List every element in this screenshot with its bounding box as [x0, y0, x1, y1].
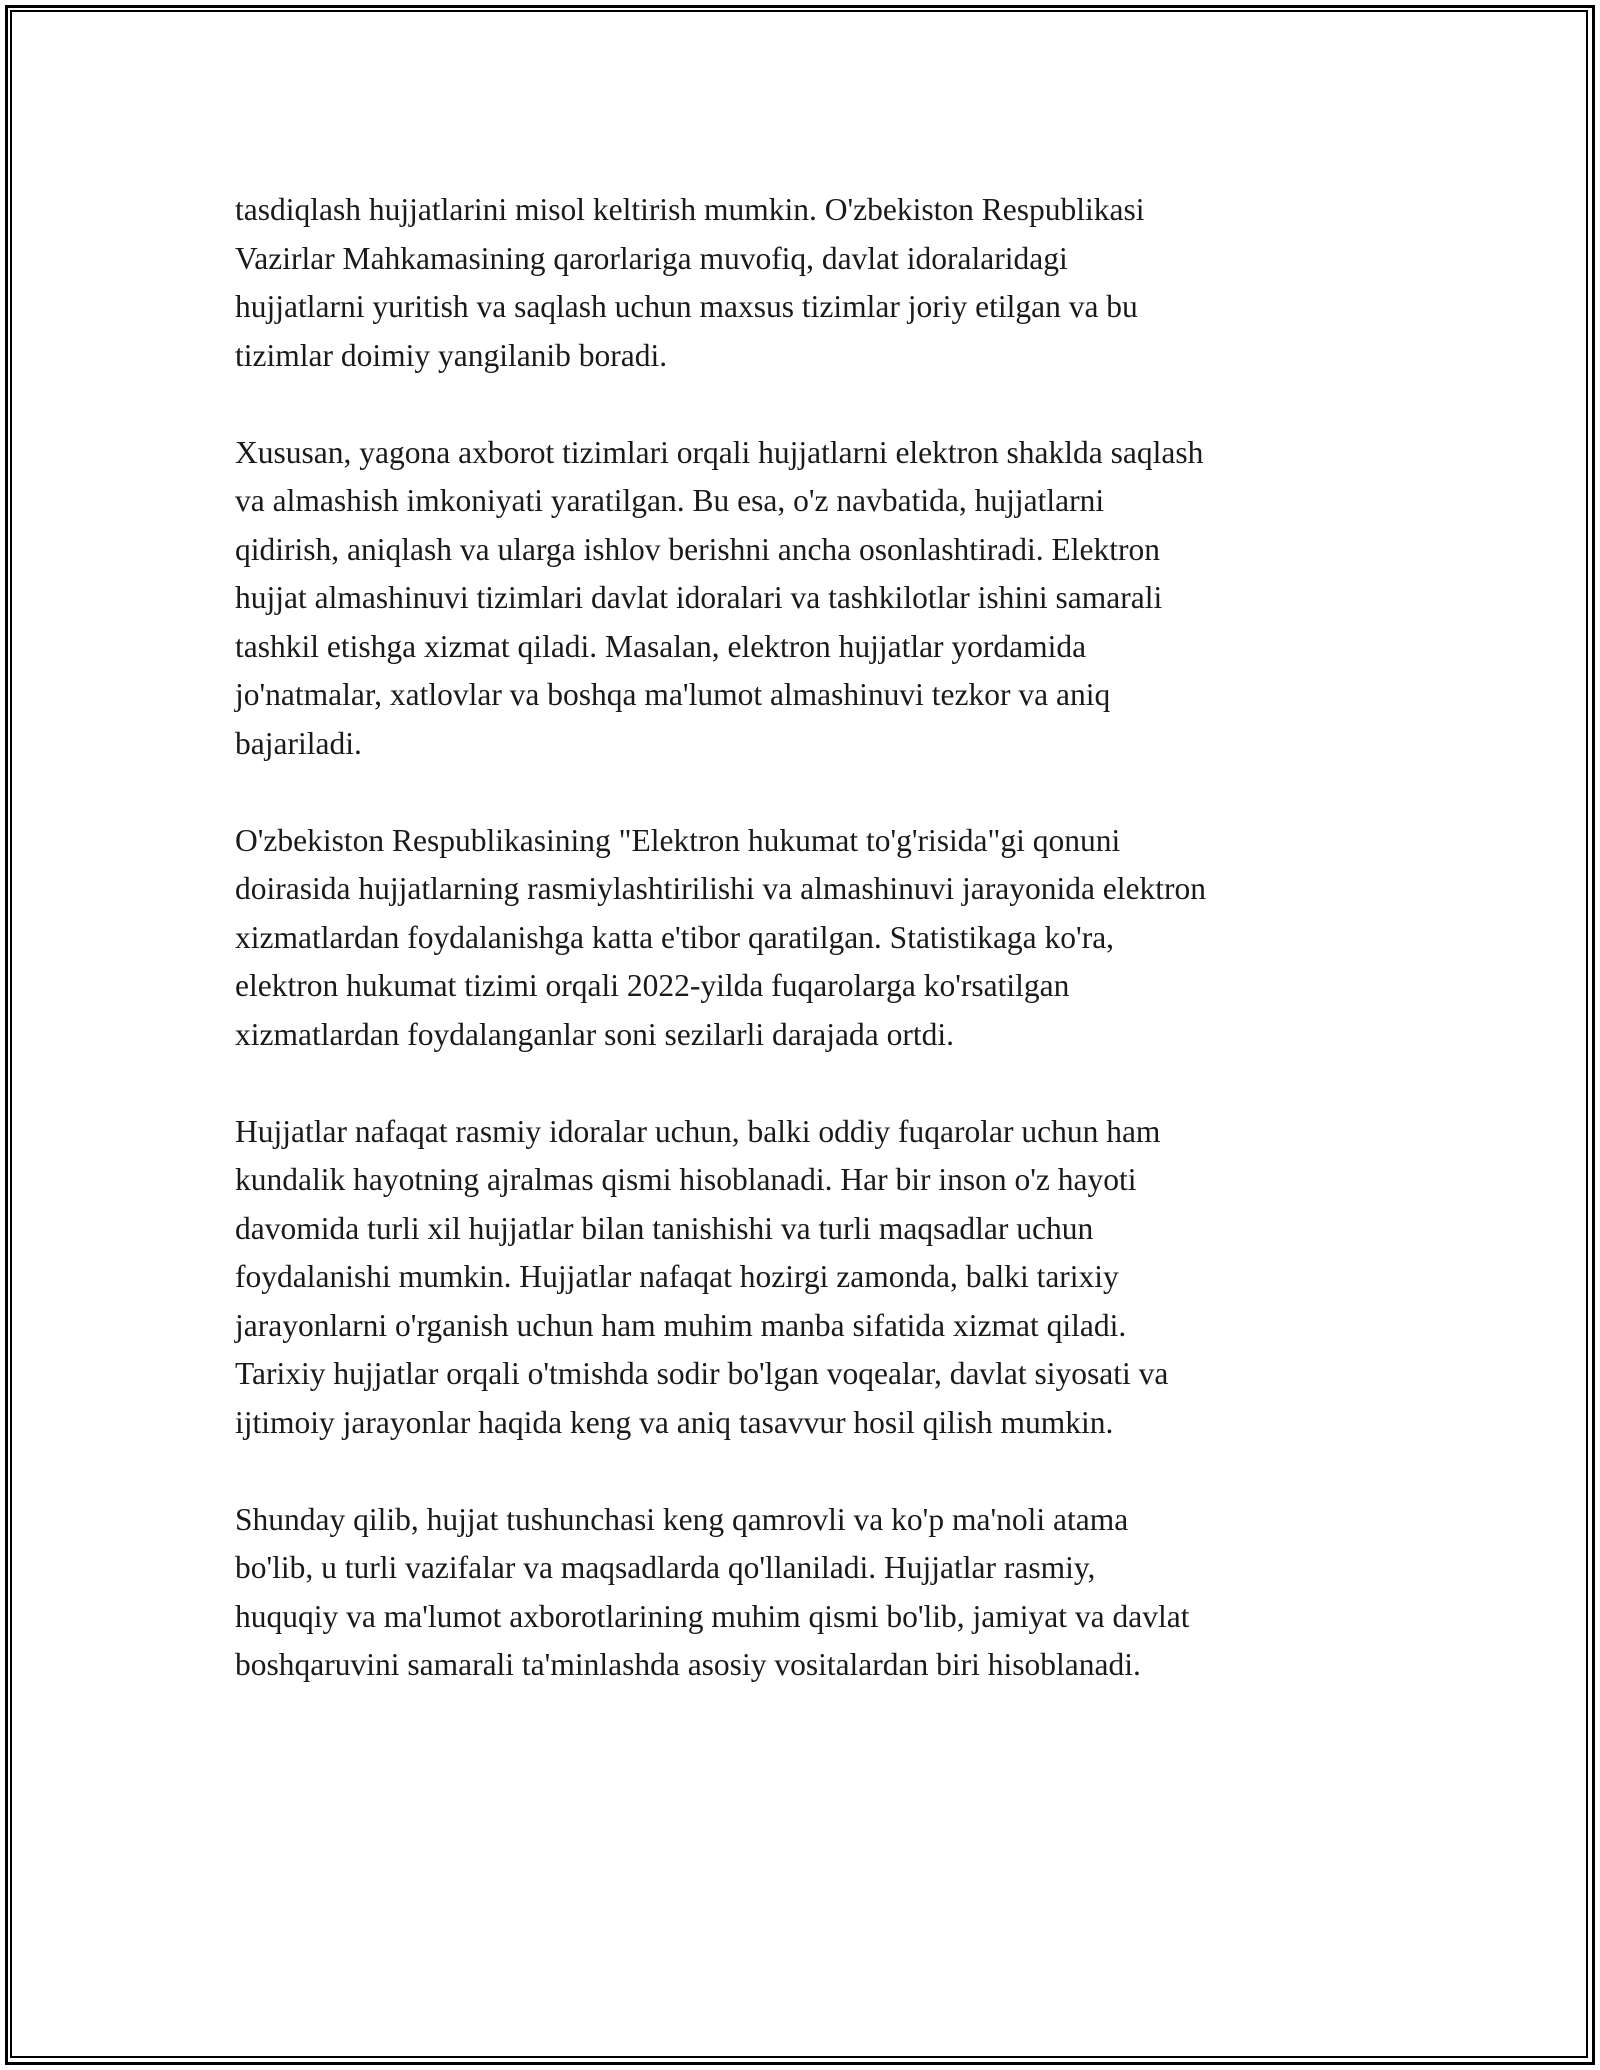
- paragraph-1: tasdiqlash hujjatlarini misol keltirish mumkin. O'zbekiston Respublikasi Vazirlar Mahkamasining qarorlariga muvofiq, davlat idoralaridagi hujjatlarni yuritish va saqlash uchun maxsus tizimlar joriy etilgan va bu tizimlar doimiy yangilanib boradi.: [235, 192, 1145, 373]
- document-body: [235, 186, 1375, 1690]
- paragraph-5: Shunday qilib, hujjat tushunchasi keng qamrovli va ko'p ma'noli atama bo'lib, u turli vazifalar va maqsadlarda qo'llaniladi. Hujjatlar rasmiy, huquqiy va ma'lumot axborotlarining muhim qismi bo'lib, jamiyat va davlat boshqaruvini samarali ta'minlashda asosiy vositalardan biri hisoblanadi.: [235, 1501, 1190, 1682]
- paragraph-4: Hujjatlar nafaqat rasmiy idoralar uchun, balki oddiy fuqarolar uchun ham kundalik hayotning ajralmas qismi hisoblanadi. Har bir inson o'z hayoti davomida turli xil hujjatlar bilan tanishishi va turli maqsadlar uchun foydalanishi mumkin. Hujjatlar nafaqat hozirgi zamonda, balki tarixiy jarayonlarni o'rganish uchun ham muhim manba sifatida xizmat qiladi. Tarixiy hujjatlar orqali o'tmishda sodir bo'lgan voqealar, davlat siyosati va ijtimoiy jarayonlar haqida keng va aniq tasavvur hosil qilish mumkin.: [235, 1113, 1169, 1440]
- paragraph-2: Xususan, yagona axborot tizimlari orqali hujjatlarni elektron shaklda saqlash va almashish imkoniyati yaratilgan. Bu esa, o'z navbatida, hujjatlarni qidirish, aniqlash va ularga ishlov berishni ancha osonlashtiradi. Elektron hujjat almashinuvi tizimlari davlat idoralari va tashkilotlar ishini samarali tashkil etishga xizmat qiladi. Masalan, elektron hujjatlar yordamida jo'natmalar, xatlovlar va boshqa ma'lumot almashinuvi tezkor va aniq bajariladi.: [235, 434, 1204, 761]
- paragraph-3: O'zbekiston Respublikasining "Elektron hukumat to'g'risida"gi qonuni doirasida hujjatlarning rasmiylashtirilishi va almashinuvi jarayonida elektron xizmatlardan foydalanishga katta e'tibor qaratilgan. Statistikaga ko'ra, elektron hukumat tizimi orqali 2022-yilda fuqarolarga ko'rsatilgan xizmatlardan foydalanganlar soni sezilarli darajada ortdi.: [235, 822, 1207, 1052]
